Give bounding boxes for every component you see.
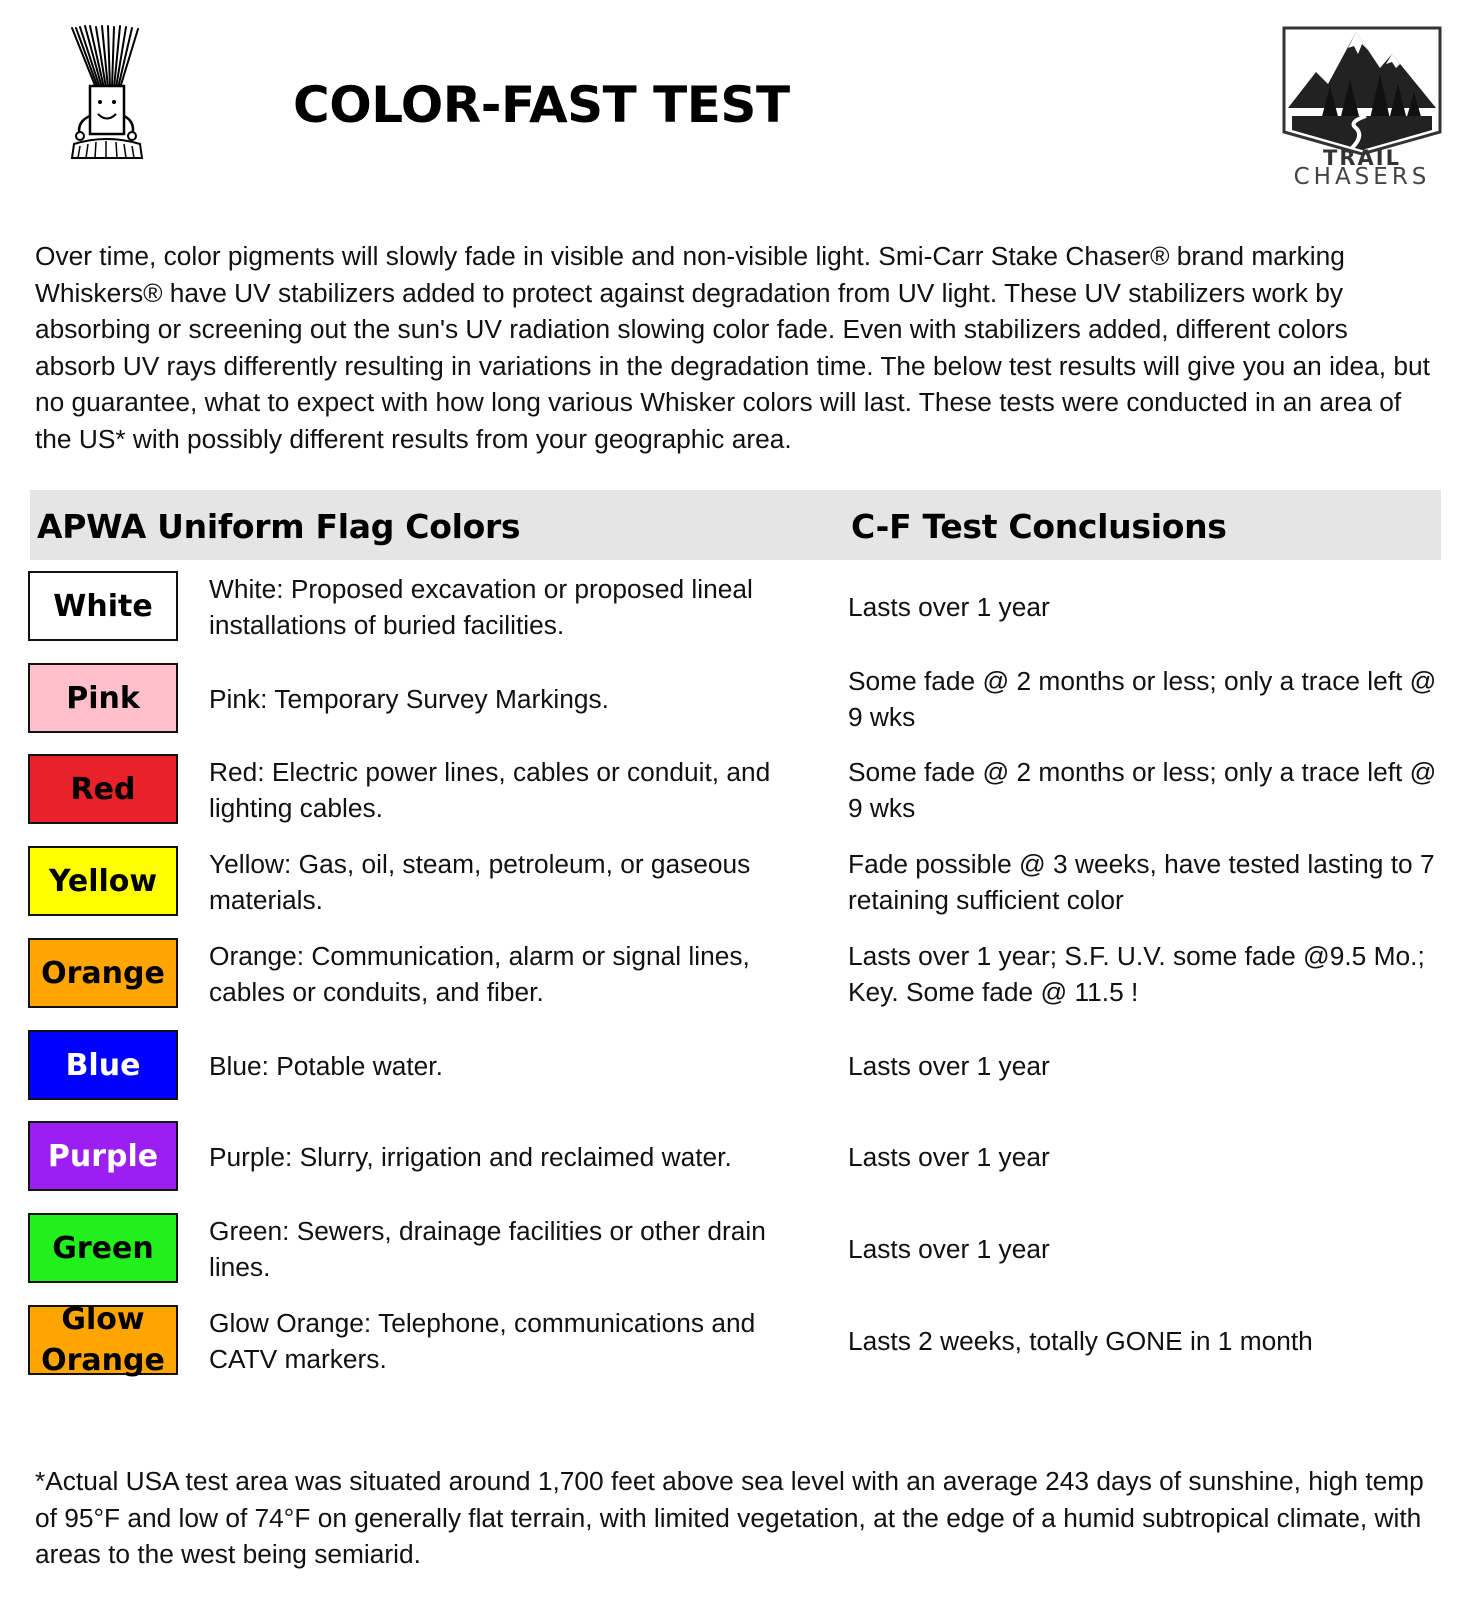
test-conclusion: Lasts over 1 year [848,591,1050,622]
color-description: Orange: Communication, alarm or signal lines, cables or conduits, and fiber. [209,940,750,1007]
test-conclusion: Lasts over 1 year [848,1050,1050,1081]
table-header [30,490,1441,560]
table-row [0,1121,1467,1193]
trail-chasers-logo [1282,24,1442,190]
test-conclusion: Lasts 2 weeks, totally GONE in 1 month [848,1325,1313,1356]
column-header-flag-colors: APWA Uniform Flag Colors [37,507,521,546]
table-row [0,571,1467,643]
color-swatch: Green [28,1213,178,1283]
color-swatch: Yellow [28,846,178,916]
color-swatch: Pink [28,663,178,733]
color-swatch: Orange [28,938,178,1008]
color-swatch: Blue [28,1030,178,1100]
color-description: White: Proposed excavation or proposed lineal installations of buried facilities. [209,573,753,640]
table-row [0,938,1467,1010]
page-title: COLOR-FAST TEST [293,76,790,134]
table-row [0,1213,1467,1285]
color-swatch: Purple [28,1121,178,1191]
column-header-test-conclusions: C-F Test Conclusions [851,507,1227,546]
color-swatch: White [28,571,178,641]
color-description: Green: Sewers, drainage facilities or other drain lines. [209,1215,766,1282]
whisker-mascot-logo [66,24,146,162]
brand-name-line2: CHASERS [1293,164,1431,190]
test-conclusion: Some fade @ 2 months or less; only a trace left @ 9 wks [848,665,1437,732]
table-row [0,846,1467,918]
color-description: Pink: Temporary Survey Markings. [209,683,609,714]
brand-name-line1: TRAIL [1323,146,1401,170]
table-row [0,663,1467,735]
table-row [0,1302,1467,1378]
test-conclusion: Fade possible @ 3 weeks, have tested lasting to 7 retaining sufficient color [848,848,1435,915]
color-description: Yellow: Gas, oil, steam, petroleum, or gaseous materials. [209,848,751,915]
color-description: Glow Orange: Telephone, communications and CATV markers. [209,1307,756,1374]
table-row [0,1030,1467,1102]
footnote: *Actual USA test area was situated around 1,700 feet above sea level with an average 243 days of sunshine, high temp of 95°F and low of 74°F on generally flat terrain, with limited vegetation, at the edge of a humid subtropical climate, with areas to the west being semiarid. [35,1466,1424,1569]
color-description: Blue: Potable water. [209,1050,443,1081]
test-conclusion: Lasts over 1 year [848,1141,1050,1172]
color-swatch: Glow Orange [28,1305,178,1375]
test-conclusion: Lasts over 1 year; S.F. U.V. some fade @9.5 Mo.; Key. Some fade @ 11.5 ! [848,940,1425,1007]
test-conclusion: Some fade @ 2 months or less; only a trace left @ 9 wks [848,756,1437,823]
color-description: Red: Electric power lines, cables or conduit, and lighting cables. [209,756,771,823]
color-swatch: Red [28,754,178,824]
test-conclusion: Lasts over 1 year [848,1233,1050,1264]
color-description: Purple: Slurry, irrigation and reclaimed water. [209,1141,732,1172]
table-row [0,754,1467,826]
intro-paragraph: Over time, color pigments will slowly fade in visible and non-visible light. Smi-Carr Stake Chaser® brand marking Whiskers® have UV stabilizers added to protect against degradation from UV light. These UV stabilizers work by absorbing or screening out the sun's UV radiation slowing color fade. Even with stabilizers added, different colors absorb UV rays differently resulting in variations in the degradation time. The below test results will give you an idea, but no guarantee, what to expect with how long various Whisker colors will last. These tests were conducted in an area of the US* with possibly different results from your geographic area. [35,241,1430,454]
